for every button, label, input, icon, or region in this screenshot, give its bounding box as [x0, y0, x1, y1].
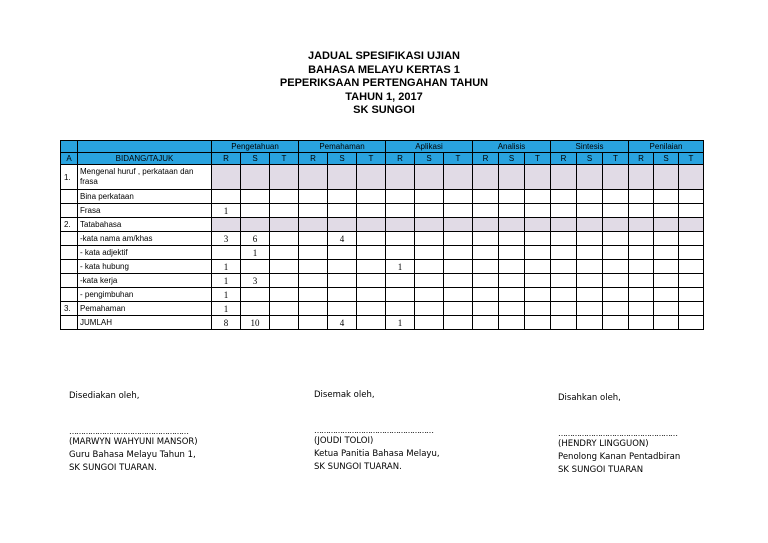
table-cell — [499, 190, 525, 204]
signature-role: Guru Bahasa Melayu Tahun 1, — [69, 450, 196, 460]
table-cell — [499, 165, 525, 190]
table-cell — [499, 232, 525, 246]
specification-table — [60, 140, 704, 330]
table-cell — [415, 316, 444, 330]
sub-header-cell: R — [551, 153, 577, 165]
table-cell — [629, 204, 654, 218]
table-cell — [525, 302, 551, 316]
sub-header-cell: R — [473, 153, 499, 165]
group-header: Pengetahuan — [212, 141, 299, 153]
table-cell: 3 — [241, 274, 270, 288]
table-cell — [603, 165, 629, 190]
table-cell — [270, 232, 299, 246]
table-cell — [241, 260, 270, 274]
table-cell — [357, 218, 386, 232]
table-cell — [299, 302, 328, 316]
table-cell — [525, 190, 551, 204]
row-number — [61, 232, 78, 246]
signature-line: …………………………………………… — [558, 429, 677, 438]
table-cell — [357, 204, 386, 218]
table-cell — [577, 232, 603, 246]
table-cell — [444, 165, 473, 190]
table-cell — [328, 288, 357, 302]
table-cell — [299, 260, 328, 274]
table-cell — [603, 190, 629, 204]
table-cell — [357, 316, 386, 330]
table-cell — [241, 302, 270, 316]
table-cell — [629, 232, 654, 246]
table-cell — [603, 232, 629, 246]
table-cell — [357, 232, 386, 246]
document-title — [0, 50, 768, 118]
table-cell — [357, 260, 386, 274]
table-cell: 1 — [212, 260, 241, 274]
table-cell — [525, 232, 551, 246]
table-cell: 1 — [241, 246, 270, 260]
table-cell — [386, 218, 415, 232]
signature-line: …………………………………………… — [314, 426, 433, 435]
table-row — [61, 316, 704, 330]
table-cell — [386, 302, 415, 316]
table-cell — [299, 274, 328, 288]
table-cell — [654, 218, 679, 232]
title-line-1: JADUAL SPESIFIKASI UJIAN — [308, 50, 460, 62]
table-cell — [241, 288, 270, 302]
table-cell: 1 — [386, 316, 415, 330]
table-cell — [679, 288, 704, 302]
table-row — [61, 190, 704, 204]
table-cell — [499, 218, 525, 232]
title-line-2: BAHASA MELAYU KERTAS 1 — [308, 63, 460, 76]
table-cell — [654, 204, 679, 218]
sub-header-cell: T — [444, 153, 473, 165]
table-cell — [444, 218, 473, 232]
table-cell — [473, 288, 499, 302]
signature-place: SK SUNGOI TUARAN. — [314, 462, 402, 472]
sub-header-cell: S — [577, 153, 603, 165]
table-cell — [629, 288, 654, 302]
table-row — [61, 218, 704, 232]
table-cell — [679, 302, 704, 316]
table-cell — [270, 274, 299, 288]
signature-heading: Disahkan oleh, — [558, 393, 621, 403]
table-cell — [241, 190, 270, 204]
table-cell — [629, 246, 654, 260]
sub-header-row — [61, 153, 704, 165]
table-cell — [328, 246, 357, 260]
table-cell — [654, 165, 679, 190]
table-cell — [444, 316, 473, 330]
table-cell — [212, 246, 241, 260]
table-cell — [473, 246, 499, 260]
row-label: Mengenal huruf , perkataan dan frasa — [78, 165, 212, 190]
table-cell — [603, 288, 629, 302]
row-number — [61, 204, 78, 218]
table-row — [61, 288, 704, 302]
row-number: 2. — [61, 218, 78, 232]
table-cell — [444, 232, 473, 246]
table-cell — [386, 190, 415, 204]
table-cell — [577, 274, 603, 288]
signature-name: (MARWYN WAHYUNI MANSOR) — [69, 437, 198, 447]
table-cell — [357, 302, 386, 316]
table-cell — [679, 316, 704, 330]
table-cell — [328, 204, 357, 218]
table-cell — [473, 274, 499, 288]
table-cell — [328, 218, 357, 232]
header-blank — [61, 141, 78, 153]
table-cell — [473, 204, 499, 218]
table-cell — [629, 190, 654, 204]
row-label: Bina perkataan — [78, 190, 212, 204]
table-cell — [679, 274, 704, 288]
table-cell — [415, 260, 444, 274]
title-line-5: SK SUNGOI — [353, 104, 415, 116]
table-cell — [679, 246, 704, 260]
group-header: Aplikasi — [386, 141, 473, 153]
table-cell — [577, 165, 603, 190]
table-row — [61, 302, 704, 316]
table-cell: 1 — [212, 302, 241, 316]
table-cell: 6 — [241, 232, 270, 246]
table-cell — [525, 218, 551, 232]
sub-header-cell: T — [603, 153, 629, 165]
table-cell — [551, 274, 577, 288]
table-cell — [551, 316, 577, 330]
table-cell — [212, 190, 241, 204]
table-cell — [551, 232, 577, 246]
table-cell — [551, 288, 577, 302]
table-cell — [299, 190, 328, 204]
table-cell — [629, 218, 654, 232]
group-header: Penilaian — [629, 141, 704, 153]
table-cell — [679, 218, 704, 232]
table-cell — [654, 302, 679, 316]
table-cell — [386, 204, 415, 218]
table-cell — [328, 274, 357, 288]
sub-header-cell: R — [386, 153, 415, 165]
table-cell — [241, 204, 270, 218]
table-row — [61, 204, 704, 218]
table-cell — [577, 218, 603, 232]
table-cell: 1 — [212, 274, 241, 288]
table-cell — [629, 274, 654, 288]
table-cell — [551, 246, 577, 260]
row-number — [61, 260, 78, 274]
signature-name: (HENDRY LINGGUON) — [558, 439, 649, 449]
signature-name: (JOUDI TOLOI) — [314, 436, 374, 446]
group-header: Analisis — [473, 141, 551, 153]
table-cell — [551, 190, 577, 204]
group-header-row — [61, 141, 704, 153]
table-cell — [629, 165, 654, 190]
signature-role: Penolong Kanan Pentadbiran — [558, 452, 681, 462]
col-topic-header: BIDANG/TAJUK — [78, 153, 212, 165]
table-cell: 4 — [328, 232, 357, 246]
table-cell — [499, 274, 525, 288]
table-cell — [444, 260, 473, 274]
table-cell — [299, 288, 328, 302]
table-cell — [270, 190, 299, 204]
signature-role: Ketua Panitia Bahasa Melayu, — [314, 449, 440, 459]
table-cell — [357, 246, 386, 260]
table-cell — [444, 190, 473, 204]
table-cell — [577, 260, 603, 274]
table-cell — [525, 316, 551, 330]
table-cell — [415, 302, 444, 316]
group-header: Pemahaman — [299, 141, 386, 153]
table-cell — [473, 232, 499, 246]
table-cell — [212, 218, 241, 232]
table-cell: 10 — [241, 316, 270, 330]
row-number — [61, 246, 78, 260]
table-cell — [270, 288, 299, 302]
table-cell — [654, 232, 679, 246]
table-cell — [415, 165, 444, 190]
title-line-4: TAHUN 1, 2017 — [345, 90, 423, 103]
sub-header-cell: S — [328, 153, 357, 165]
table-cell — [654, 260, 679, 274]
table-cell — [299, 232, 328, 246]
table-cell: 1 — [212, 204, 241, 218]
signature-line: …………………………………………… — [69, 427, 188, 436]
signature-place: SK SUNGOI TUARAN. — [69, 463, 157, 473]
table-cell — [328, 165, 357, 190]
row-number: 3. — [61, 302, 78, 316]
table-cell: 1 — [212, 288, 241, 302]
table-cell — [603, 246, 629, 260]
table-cell — [444, 274, 473, 288]
table-cell: 4 — [328, 316, 357, 330]
table-cell — [654, 316, 679, 330]
table-cell — [629, 316, 654, 330]
table-row — [61, 274, 704, 288]
col-a-header: A — [61, 153, 78, 165]
row-label: JUMLAH — [78, 316, 212, 330]
table-cell — [499, 302, 525, 316]
table-cell — [679, 190, 704, 204]
table-cell — [444, 246, 473, 260]
signature-block-prepared — [69, 390, 198, 475]
table-cell — [473, 316, 499, 330]
sub-header-cell: S — [241, 153, 270, 165]
table-cell — [499, 204, 525, 218]
table-cell — [473, 260, 499, 274]
table-cell — [328, 190, 357, 204]
table-cell — [654, 246, 679, 260]
table-cell — [679, 165, 704, 190]
table-cell — [357, 190, 386, 204]
table-cell — [299, 165, 328, 190]
table-cell — [525, 260, 551, 274]
table-cell — [473, 218, 499, 232]
table-cell — [299, 316, 328, 330]
signature-heading: Disemak oleh, — [314, 390, 375, 400]
table-cell — [357, 165, 386, 190]
table-cell — [679, 204, 704, 218]
table-cell — [415, 288, 444, 302]
sub-header-cell: R — [299, 153, 328, 165]
table-cell — [328, 302, 357, 316]
table-cell — [525, 246, 551, 260]
sub-header-cell: S — [499, 153, 525, 165]
sub-header-cell: S — [415, 153, 444, 165]
table-cell — [386, 288, 415, 302]
table-cell — [299, 204, 328, 218]
table-cell — [270, 165, 299, 190]
row-number — [61, 190, 78, 204]
row-number — [61, 288, 78, 302]
table-cell — [551, 165, 577, 190]
row-label: - kata adjektif — [78, 246, 212, 260]
table-cell — [525, 274, 551, 288]
signature-heading: Disediakan oleh, — [69, 391, 140, 401]
table-cell — [551, 260, 577, 274]
table-cell — [603, 260, 629, 274]
sub-header-cell: T — [679, 153, 704, 165]
table-cell — [679, 232, 704, 246]
sub-header-cell: S — [654, 153, 679, 165]
table-cell — [241, 218, 270, 232]
table-cell — [299, 246, 328, 260]
sub-header-cell: T — [357, 153, 386, 165]
table-cell — [551, 218, 577, 232]
row-number — [61, 274, 78, 288]
table-row — [61, 165, 704, 190]
table-cell — [415, 246, 444, 260]
table-cell — [577, 204, 603, 218]
table-cell — [328, 260, 357, 274]
table-cell — [525, 204, 551, 218]
table-cell — [270, 246, 299, 260]
row-number — [61, 316, 78, 330]
table-cell — [603, 274, 629, 288]
table-cell — [386, 232, 415, 246]
table-cell — [603, 302, 629, 316]
row-label: -kata nama am/khas — [78, 232, 212, 246]
sub-header-cell: R — [212, 153, 241, 165]
table-cell — [270, 204, 299, 218]
table-cell — [603, 316, 629, 330]
table-cell — [654, 274, 679, 288]
table-cell — [212, 165, 241, 190]
table-cell — [499, 246, 525, 260]
table-cell — [551, 204, 577, 218]
table-cell — [473, 165, 499, 190]
table-cell — [270, 316, 299, 330]
table-cell — [499, 260, 525, 274]
table-cell — [357, 288, 386, 302]
table-cell — [444, 302, 473, 316]
table-cell — [415, 204, 444, 218]
table-cell — [386, 165, 415, 190]
table-cell — [603, 204, 629, 218]
table-cell — [629, 302, 654, 316]
table-cell: 8 — [212, 316, 241, 330]
table-cell — [415, 274, 444, 288]
table-cell — [654, 288, 679, 302]
table-cell — [270, 302, 299, 316]
signature-block-reviewed — [314, 389, 440, 474]
table-cell — [654, 190, 679, 204]
title-line-3: PEPERIKSAAN PERTENGAHAN TAHUN — [279, 77, 489, 89]
table-row — [61, 246, 704, 260]
table-cell — [499, 316, 525, 330]
table-cell — [473, 302, 499, 316]
table-cell — [525, 165, 551, 190]
table-cell — [415, 218, 444, 232]
table-cell — [270, 218, 299, 232]
table-cell — [551, 302, 577, 316]
table-cell — [444, 204, 473, 218]
table-cell — [577, 302, 603, 316]
table-cell — [415, 190, 444, 204]
table-cell — [525, 288, 551, 302]
table-cell: 1 — [386, 260, 415, 274]
table-cell: 3 — [212, 232, 241, 246]
table-cell — [499, 288, 525, 302]
table-cell — [357, 274, 386, 288]
row-label: - pengimbuhan — [78, 288, 212, 302]
signature-place: SK SUNGOI TUARAN — [558, 465, 644, 475]
header-blank — [78, 141, 212, 153]
table-cell — [577, 316, 603, 330]
table-cell — [241, 165, 270, 190]
row-label: Tatabahasa — [78, 218, 212, 232]
table-row — [61, 232, 704, 246]
row-label: -kata kerja — [78, 274, 212, 288]
table-cell — [473, 190, 499, 204]
group-header: Sintesis — [551, 141, 629, 153]
table-cell — [577, 288, 603, 302]
table-row — [61, 260, 704, 274]
signature-block-approved — [558, 392, 680, 477]
row-label: Frasa — [78, 204, 212, 218]
table-cell — [603, 218, 629, 232]
row-label: - kata hubung — [78, 260, 212, 274]
table-cell — [577, 190, 603, 204]
sub-header-cell: T — [270, 153, 299, 165]
table-cell — [679, 260, 704, 274]
table-cell — [299, 218, 328, 232]
row-label: Pemahaman — [78, 302, 212, 316]
table-cell — [270, 260, 299, 274]
table-cell — [386, 274, 415, 288]
row-number: 1. — [61, 165, 78, 190]
table-cell — [386, 246, 415, 260]
sub-header-cell: T — [525, 153, 551, 165]
table-cell — [577, 246, 603, 260]
table-cell — [444, 288, 473, 302]
table-cell — [629, 260, 654, 274]
sub-header-cell: R — [629, 153, 654, 165]
table-cell — [415, 232, 444, 246]
